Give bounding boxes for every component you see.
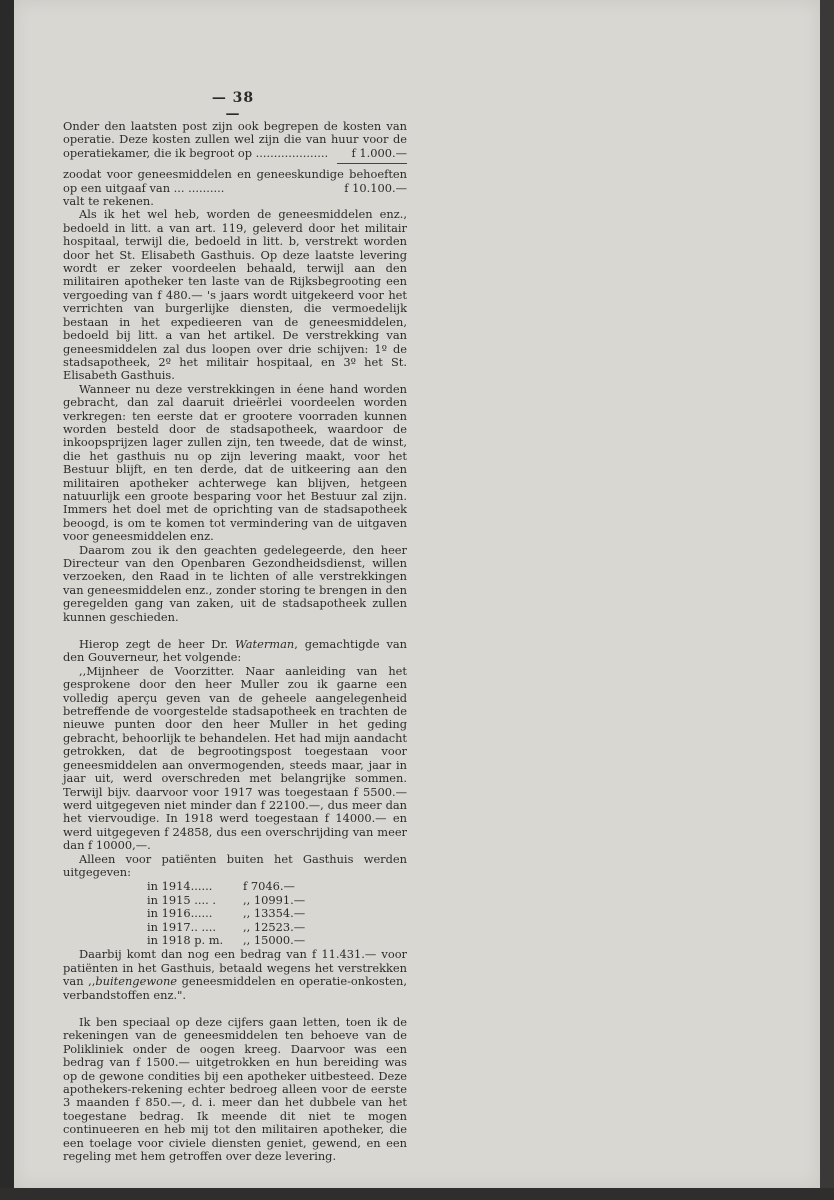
paragraph-7-text-b: geneesmiddelen en operatie-onkosten, verbandstoffen enz.". — [63, 974, 407, 1002]
table-amount: ,, 12523.— — [243, 919, 306, 934]
paragraph-7 — [63, 948, 407, 1002]
paragraph-1: Als ik het wel heb, worden de geneesmiddelen enz., bedoeld in litt. a van art. 119, geleverd door het militair hospitaal, terwijl die, bedoeld in litt. b, verstrekt worden door het St. Elisabeth Gasthuis. Op deze laatste levering wordt er zeker voordeelen behaald, terwijl aan den militairen apotheker ten laste van de Rijksbegrooting een vergoeding van f 480.— 's jaars wordt uitgekeerd voor het verrichten van burgerlijke diensten, die vermoedelijk bestaan in het expedieeren van de geneesmiddelen, bedoeld bij litt. a van het artikel. De verstrekking van geneesmiddelen zal dus loopen over drie schijven: 1º de stadsapotheek, 2º het militair hospitaal, en 3º het St. Elisabeth Gasthuis. — [63, 207, 407, 383]
intro-text-2: zoodat voor geneesmiddelen en geneeskundige behoeften op een uitgaaf van — [63, 167, 407, 195]
page-number: — 38 — — [211, 90, 255, 122]
intro-ledger-line-2 — [63, 168, 407, 195]
paragraph-4 — [63, 638, 407, 665]
document-text-column — [63, 120, 407, 1163]
table-amount: ,, 15000.— — [243, 932, 306, 947]
table-row — [147, 934, 407, 947]
paragraph-7-text-a: Daarbij komt dan nog een bedrag van f 11.431.— voor patiënten in het Gasthuis, betaald wegens het verstrekken van ,, — [63, 947, 407, 989]
table-year: in 1917.. .... — [147, 919, 216, 934]
intro-dots-2: ... .......... — [170, 180, 225, 195]
section-gap — [63, 1002, 407, 1016]
section-gap — [63, 624, 407, 638]
table-amount: ,, 13354.— — [243, 906, 306, 921]
intro-text-1: Onder den laatsten post zijn ook begrepen de kosten van operatie. Deze kosten zullen wel zijn die van huur voor de operatiekamer, die ik begroot op — [63, 119, 407, 160]
table-row — [147, 894, 407, 907]
paragraph-4-text-b: , gemachtigde van den Gouverneur, het volgende: — [63, 637, 408, 665]
sum-rule — [337, 163, 407, 164]
paragraph-8: Ik ben speciaal op deze cijfers gaan letten, toen ik de rekeningen van de geneesmiddelen ten behoeve van de Polikliniek onder de oogen kreeg. Daarvoor was een bedrag van f 1500.— uitgetrokken en hun bereiding was op de gewone condities bij een apotheker uitbesteed. Deze apothekers-rekening echter bedroeg alleen voor de eerste 3 maanden f 850.—, d. i. meer dan het dubbele van het toegestane bedrag. Ik meende dit niet te mogen continueeren en heb mij tot den militairen apotheker, die een toelage voor civiele diensten geniet, gewend, en een regeling met hem getroffen over deze levering. — [63, 1015, 407, 1164]
scan-edge-bottom — [0, 1188, 834, 1200]
intro-dots-1: .................... — [252, 145, 329, 160]
paragraph-3: Daarom zou ik den geachten gedelegeerde, den heer Directeur van den Openbaren Gezondheidsdienst, willen verzoeken, den Raad in te lichten of alle verstrekkingen van geneesmiddelen enz., zonder storing te brengen in den geregelden gang van zaken, uit de stadsapotheek zullen kunnen geschieden. — [63, 542, 407, 624]
table-year: in 1914...... — [147, 879, 213, 894]
table-year: in 1915 .... . — [147, 892, 216, 907]
table-row — [147, 907, 407, 920]
table-year: in 1916...... — [147, 906, 213, 921]
intro-amount-1: f 1.000.— — [351, 145, 407, 160]
table-amount: ,, 10991.— — [243, 892, 306, 907]
intro-ledger-line-1 — [63, 120, 407, 160]
speaker-name: Waterman — [235, 637, 295, 652]
paragraph-6: Alleen voor patiënten buiten het Gasthuis werden uitgegeven: — [63, 851, 407, 879]
table-row — [147, 880, 407, 893]
expenditure-table — [147, 880, 407, 947]
table-year: in 1918 p. m. — [147, 932, 224, 947]
intro-text-3: valt te rekenen. — [63, 194, 154, 209]
table-row — [147, 921, 407, 934]
paragraph-7-italic: buitengewone — [95, 974, 178, 989]
intro-amount-2: f 10.100.— — [344, 180, 407, 195]
paragraph-5: ,,Mijnheer de Voorzitter. Naar aanleiding van het gesprokene door den heer Muller zou ik gaarne een volledig aperçu geven van de geheele aangelegenheid betreffende de voorgestelde stadsapotheek en trachten de nieuwe punten door den heer Muller in het geding gebracht, behoorlijk te behandelen. Het had mijn aandacht getrokken, dat de begrootingspost toegestaan voor geneesmiddelen aan onvermogenden, steeds maar, jaar in jaar uit, werd overschreden met belangrijke sommen. Terwijl bijv. daarvoor voor 1917 was toegestaan f 5500.— werd uitgegeven niet minder dan f 22100.—, dus meer dan het viervoudige. In 1918 werd toegestaan f 14000.— en werd uitgegeven f 24858, dus een overschrijding van meer dan f 10000,—. — [63, 663, 407, 853]
table-amount: f 7046.— — [243, 879, 295, 894]
scan-edge-right — [820, 0, 834, 1200]
paragraph-2: Wanneer nu deze verstrekkingen in éene hand worden gebracht, dan zal daaruit drieërlei voordeelen worden verkregen: ten eerste dat er grootere voorraden kunnen worden besteld door de stadsapotheek, waardoor de inkoopsprijzen lager zullen zijn, ten tweede, dat de winst, die het gasthuis nu op zijn levering maakt, voor het Bestuur blijft, en ten derde, dat de uitkeering aan den militairen apotheker achterwege kan blijven, hetgeen natuurlijk een groote besparing voor het Bestuur zal zijn. Immers het doel met de oprichting van de stadsapotheek beoogd, is om te komen tot vermindering van de uitgaven voor geneesmiddelen enz. — [63, 381, 407, 544]
paragraph-4-text-a: Hierop zegt de heer Dr. — [79, 637, 236, 652]
